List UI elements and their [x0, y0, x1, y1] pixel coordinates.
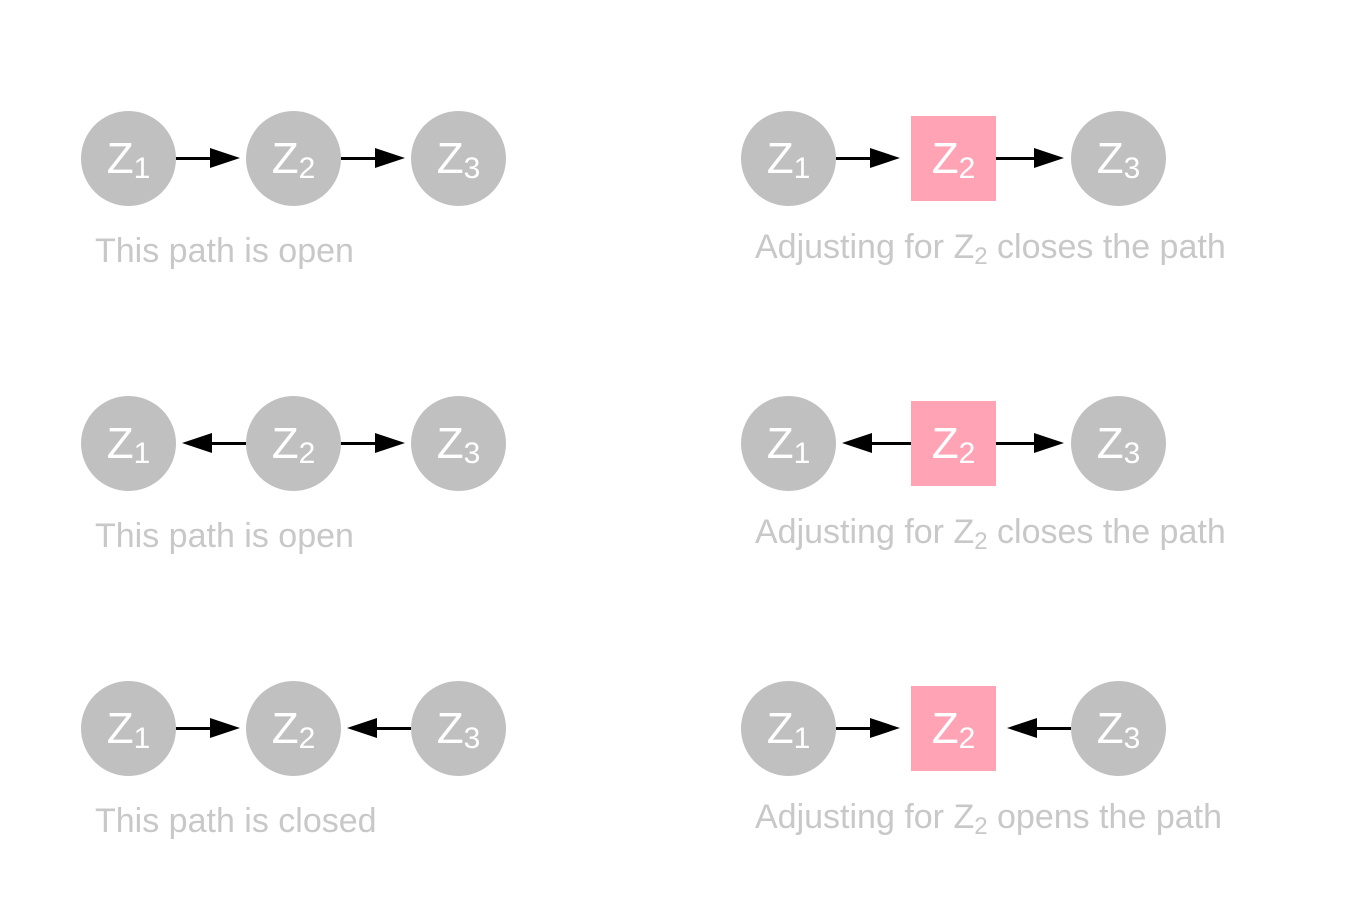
- node-z2: Z $_2$: [246, 111, 341, 206]
- node-z1: Z $_1$: [741, 396, 836, 491]
- panel-left-1: [0, 0, 675, 285]
- panel-right-2: [660, 285, 1335, 570]
- arrow-z2-to-z3: [996, 433, 1064, 453]
- arrow-z3-to-z2: [347, 718, 411, 738]
- arrow-z1-to-z2: [176, 718, 240, 738]
- arrow-z2-to-z1: [182, 433, 246, 453]
- node-z2: Z $_2$: [246, 396, 341, 491]
- caption: Adjusting for $Z_2$ closes the path: [755, 513, 1226, 555]
- node-z3: Z $_3$: [1071, 111, 1166, 206]
- node-z2-adjusted: Z $_2$: [911, 116, 996, 201]
- node-z1: Z $_1$: [741, 681, 836, 776]
- node-z2-adjusted: Z $_2$: [911, 401, 996, 486]
- node-z1: Z $_1$: [81, 396, 176, 491]
- arrow-z2-to-z3: [341, 148, 405, 168]
- arrow-z1-to-z2: [836, 718, 900, 738]
- panel-right-1: [660, 0, 1335, 285]
- panel-left-3: [0, 570, 675, 855]
- node-z2-adjusted: Z $_2$: [911, 686, 996, 771]
- arrow-z3-to-z2: [1007, 718, 1071, 738]
- caption: Adjusting for $Z_2$ opens the path: [755, 798, 1222, 840]
- caption: Adjusting for $Z_2$ closes the path: [755, 228, 1226, 270]
- node-z3: Z $_3$: [411, 681, 506, 776]
- arrow-z1-to-z2: [836, 148, 900, 168]
- node-z3: Z $_3$: [1071, 396, 1166, 491]
- panel-right-3: [660, 570, 1335, 855]
- node-z1: Z $_1$: [81, 681, 176, 776]
- node-z2: Z $_2$: [246, 681, 341, 776]
- caption: This path is open: [95, 232, 354, 270]
- caption: This path is closed: [95, 802, 377, 840]
- arrow-z2-to-z3: [341, 433, 405, 453]
- arrow-z2-to-z1: [842, 433, 911, 453]
- node-z3: Z $_3$: [411, 111, 506, 206]
- panel-left-2: [0, 285, 675, 570]
- node-z3: Z $_3$: [411, 396, 506, 491]
- node-z3: Z $_3$: [1071, 681, 1166, 776]
- node-z1: Z $_1$: [741, 111, 836, 206]
- caption: This path is open: [95, 517, 354, 555]
- node-z1: Z $_1$: [81, 111, 176, 206]
- arrow-z2-to-z3: [996, 148, 1064, 168]
- arrow-z1-to-z2: [176, 148, 240, 168]
